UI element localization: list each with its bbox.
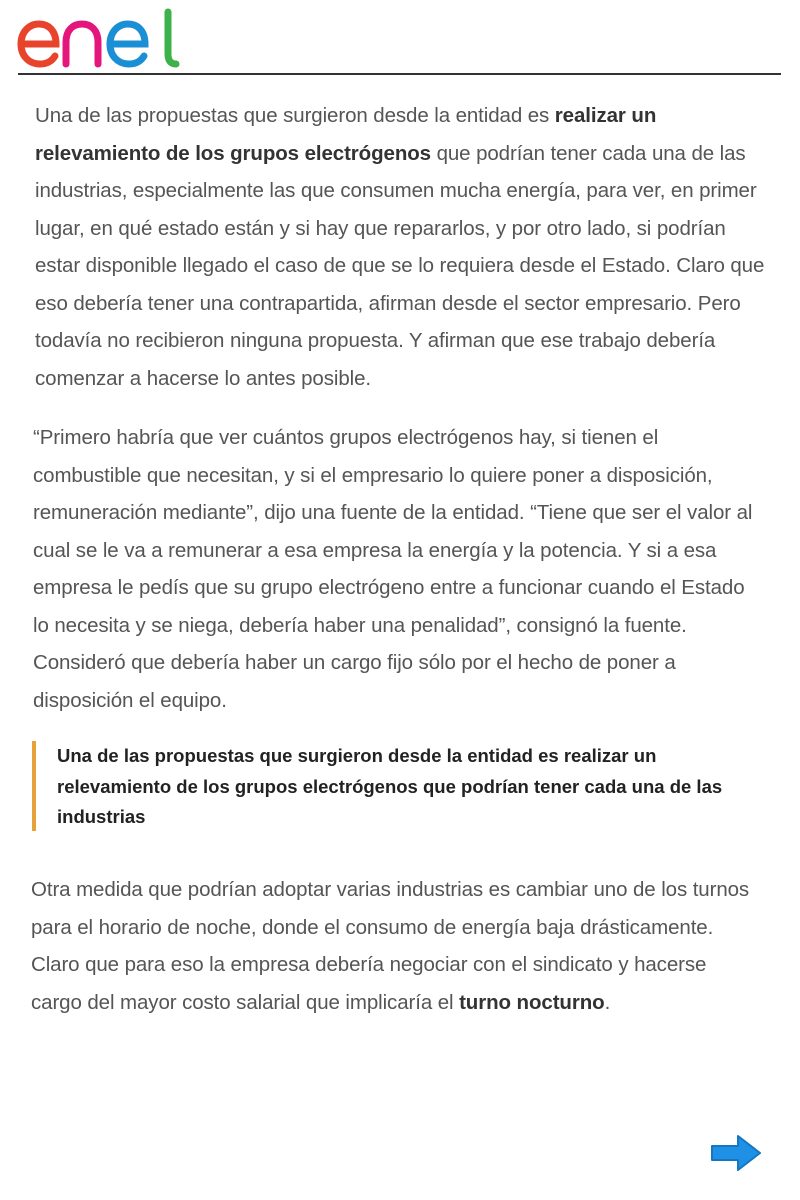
paragraph-1-text-start: Una de las propuestas que surgieron desde la entidad es	[35, 104, 555, 127]
paragraph-1-text-end: que podrían tener cada una de las industrias, especialmente las que consumen mucha energía, para ver, en primer lugar, en qué estado están y si hay que repararlos, y por otro lado, si podrían estar disponible llegado el caso de que se lo requiera desde el Estado. Claro que eso debería tener una contrapartida, afirman desde el sector empresario. Pero todavía no recibieron ninguna propuesta. Y afirman que ese trabajo debería comenzar a hacerse lo antes posible.	[35, 141, 765, 390]
paragraph-3	[31, 871, 761, 1021]
paragraph-1-bold: realizar un relevamiento de los grupos electrógenos	[35, 104, 657, 165]
paragraph-3-text-end: .	[604, 990, 611, 1014]
paragraph-1	[35, 97, 765, 397]
pull-quote	[32, 741, 752, 831]
paragraph-3-text-start: Otra medida que podrían adoptar varias industrias es cambiar uno de los turnos para el horario de noche, donde el consumo de energía baja drásticamente. Claro que para eso la empresa debería negociar con el sindicato y hacerse cargo del mayor costo salarial que implicaría el	[31, 878, 750, 1014]
pull-quote-accent-bar	[32, 741, 36, 831]
enel-logo[interactable]	[16, 6, 186, 70]
pull-quote-text: Una de las propuestas que surgieron desde la entidad es realizar un relevamiento de los grupos electrógenos que podrían tener cada una de las industrias	[57, 745, 723, 827]
header-divider	[18, 73, 781, 75]
page-header	[0, 0, 800, 76]
arrow-right-icon[interactable]	[708, 1133, 764, 1173]
paragraph-3-bold: turno nocturno	[459, 990, 605, 1014]
paragraph-2: “Primero habría que ver cuántos grupos electrógenos hay, si tienen el combustible que necesitan, y si el empresario lo quiere poner a disposición, remuneración mediante”, dijo una fuente de la entidad. “Tiene que ser el valor al cual se le va a remunerar a esa empresa la energía y la potencia. Y si a esa empresa le pedís que su grupo electrógeno entre a funcionar cuando el Estado lo necesita y se niega, debería haber una penalidad”, consignó la fuente. Consideró que debería haber un cargo fijo sólo por el hecho de poner a disposición el equipo.	[33, 426, 753, 712]
